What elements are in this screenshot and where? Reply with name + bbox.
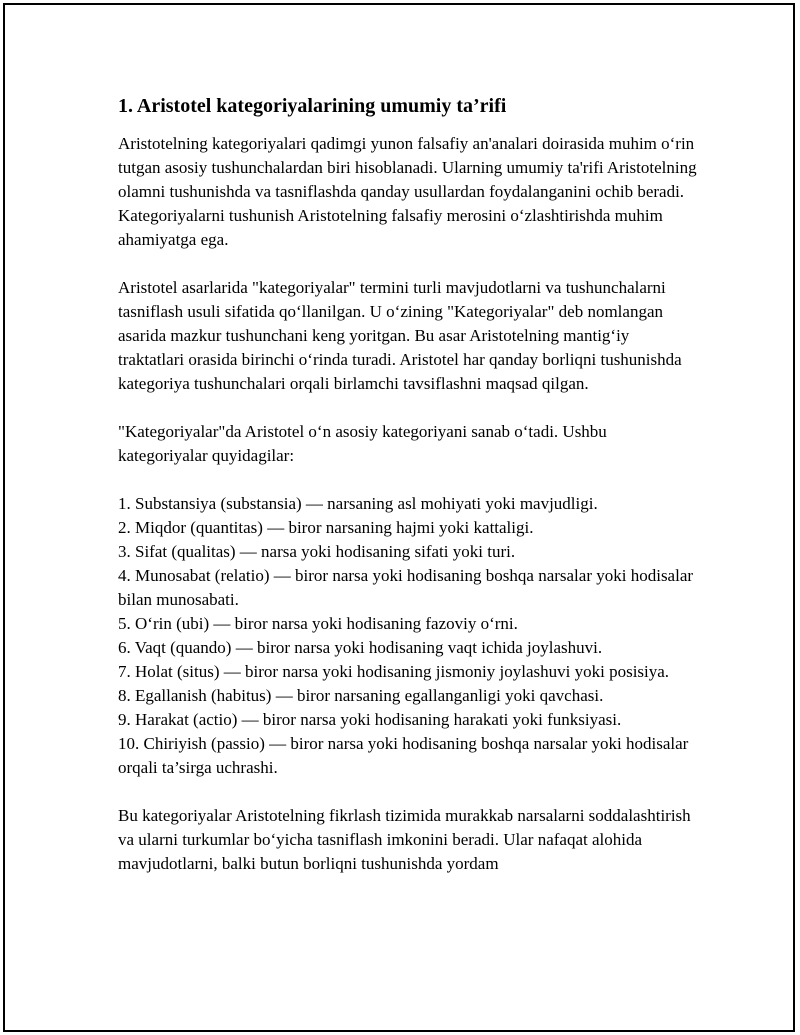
term-paragraph: Aristotel asarlarida "kategoriyalar" termini turli mavjudotlarni va tushunchalarni tasniflash usuli sifatida qo‘llanilgan. U o‘zining "Kategoriyalar" deb nomlangan asarida mazkur tushunchani keng yoritgan. Bu asar Aristotelning mantig‘iy traktatlari orasida birinchi o‘rinda turadi. Aristotel har qanday borliqni tushunishda kategoriya tushunchalari orqali birlamchi tavsiflashni maqsad qilgan.: [118, 278, 682, 393]
intro-paragraph: Aristotelning kategoriyalari qadimgi yunon falsafiy an'analari doirasida muhim o‘rin tutgan asosiy tushunchalardan biri hisoblanadi. Ularning umumiy ta'rifi Aristotelning olamni tushunishda va tasniflashda qanday usullardan foydalanganini ochib beradi. Kategoriyalarni tushunish Aristotelning falsafiy merosini o‘zlashtirishda muhim ahamiyatga ega.: [118, 134, 697, 249]
section-heading: 1. Aristotel kategoriyalarining umumiy ta’rifi: [118, 95, 507, 117]
list-item: 9. Harakat (actio) — biror narsa yoki hodisaning harakati yoki funksiyasi.: [118, 710, 622, 729]
list-item: 3. Sifat (qualitas) — narsa yoki hodisaning sifati yoki turi.: [118, 542, 516, 561]
list-item: 2. Miqdor (quantitas) — biror narsaning hajmi yoki kattaligi.: [118, 518, 534, 537]
categories-intro-paragraph: "Kategoriyalar"da Aristotel o‘n asosiy kategoriyani sanab o‘tadi. Ushbu kategoriyalar quyidagilar:: [118, 422, 607, 465]
list-item: 4. Munosabat (relatio) — biror narsa yoki hodisaning boshqa narsalar yoki hodisalar bilan munosabati.: [118, 566, 694, 609]
list-item: 8. Egallanish (habitus) — biror narsaning egallanganligi yoki qavchasi.: [118, 686, 604, 705]
closing-paragraph: Bu kategoriyalar Aristotelning fikrlash tizimida murakkab narsalarni soddalashtirish va ularni turkumlar bo‘yicha tasniflash imkonini beradi. Ular nafaqat alohida mavjudotlarni, balki butun borliqni tushunishda yordam: [118, 806, 691, 873]
categories-list: [118, 492, 698, 780]
list-item: 10. Chiriyish (passio) — biror narsa yoki hodisaning boshqa narsalar yoki hodisalar orqali ta’sirga uchrashi.: [118, 734, 689, 777]
list-item: 7. Holat (situs) — biror narsa yoki hodisaning jismoniy joylashuvi yoki posisiya.: [118, 662, 670, 681]
list-item: 6. Vaqt (quando) — biror narsa yoki hodisaning vaqt ichida joylashuvi.: [118, 638, 603, 657]
list-item: 5. O‘rin (ubi) — biror narsa yoki hodisaning fazoviy o‘rni.: [118, 614, 518, 633]
document-body: [118, 93, 698, 876]
list-item: 1. Substansiya (substansia) — narsaning asl mohiyati yoki mavjudligi.: [118, 494, 598, 513]
